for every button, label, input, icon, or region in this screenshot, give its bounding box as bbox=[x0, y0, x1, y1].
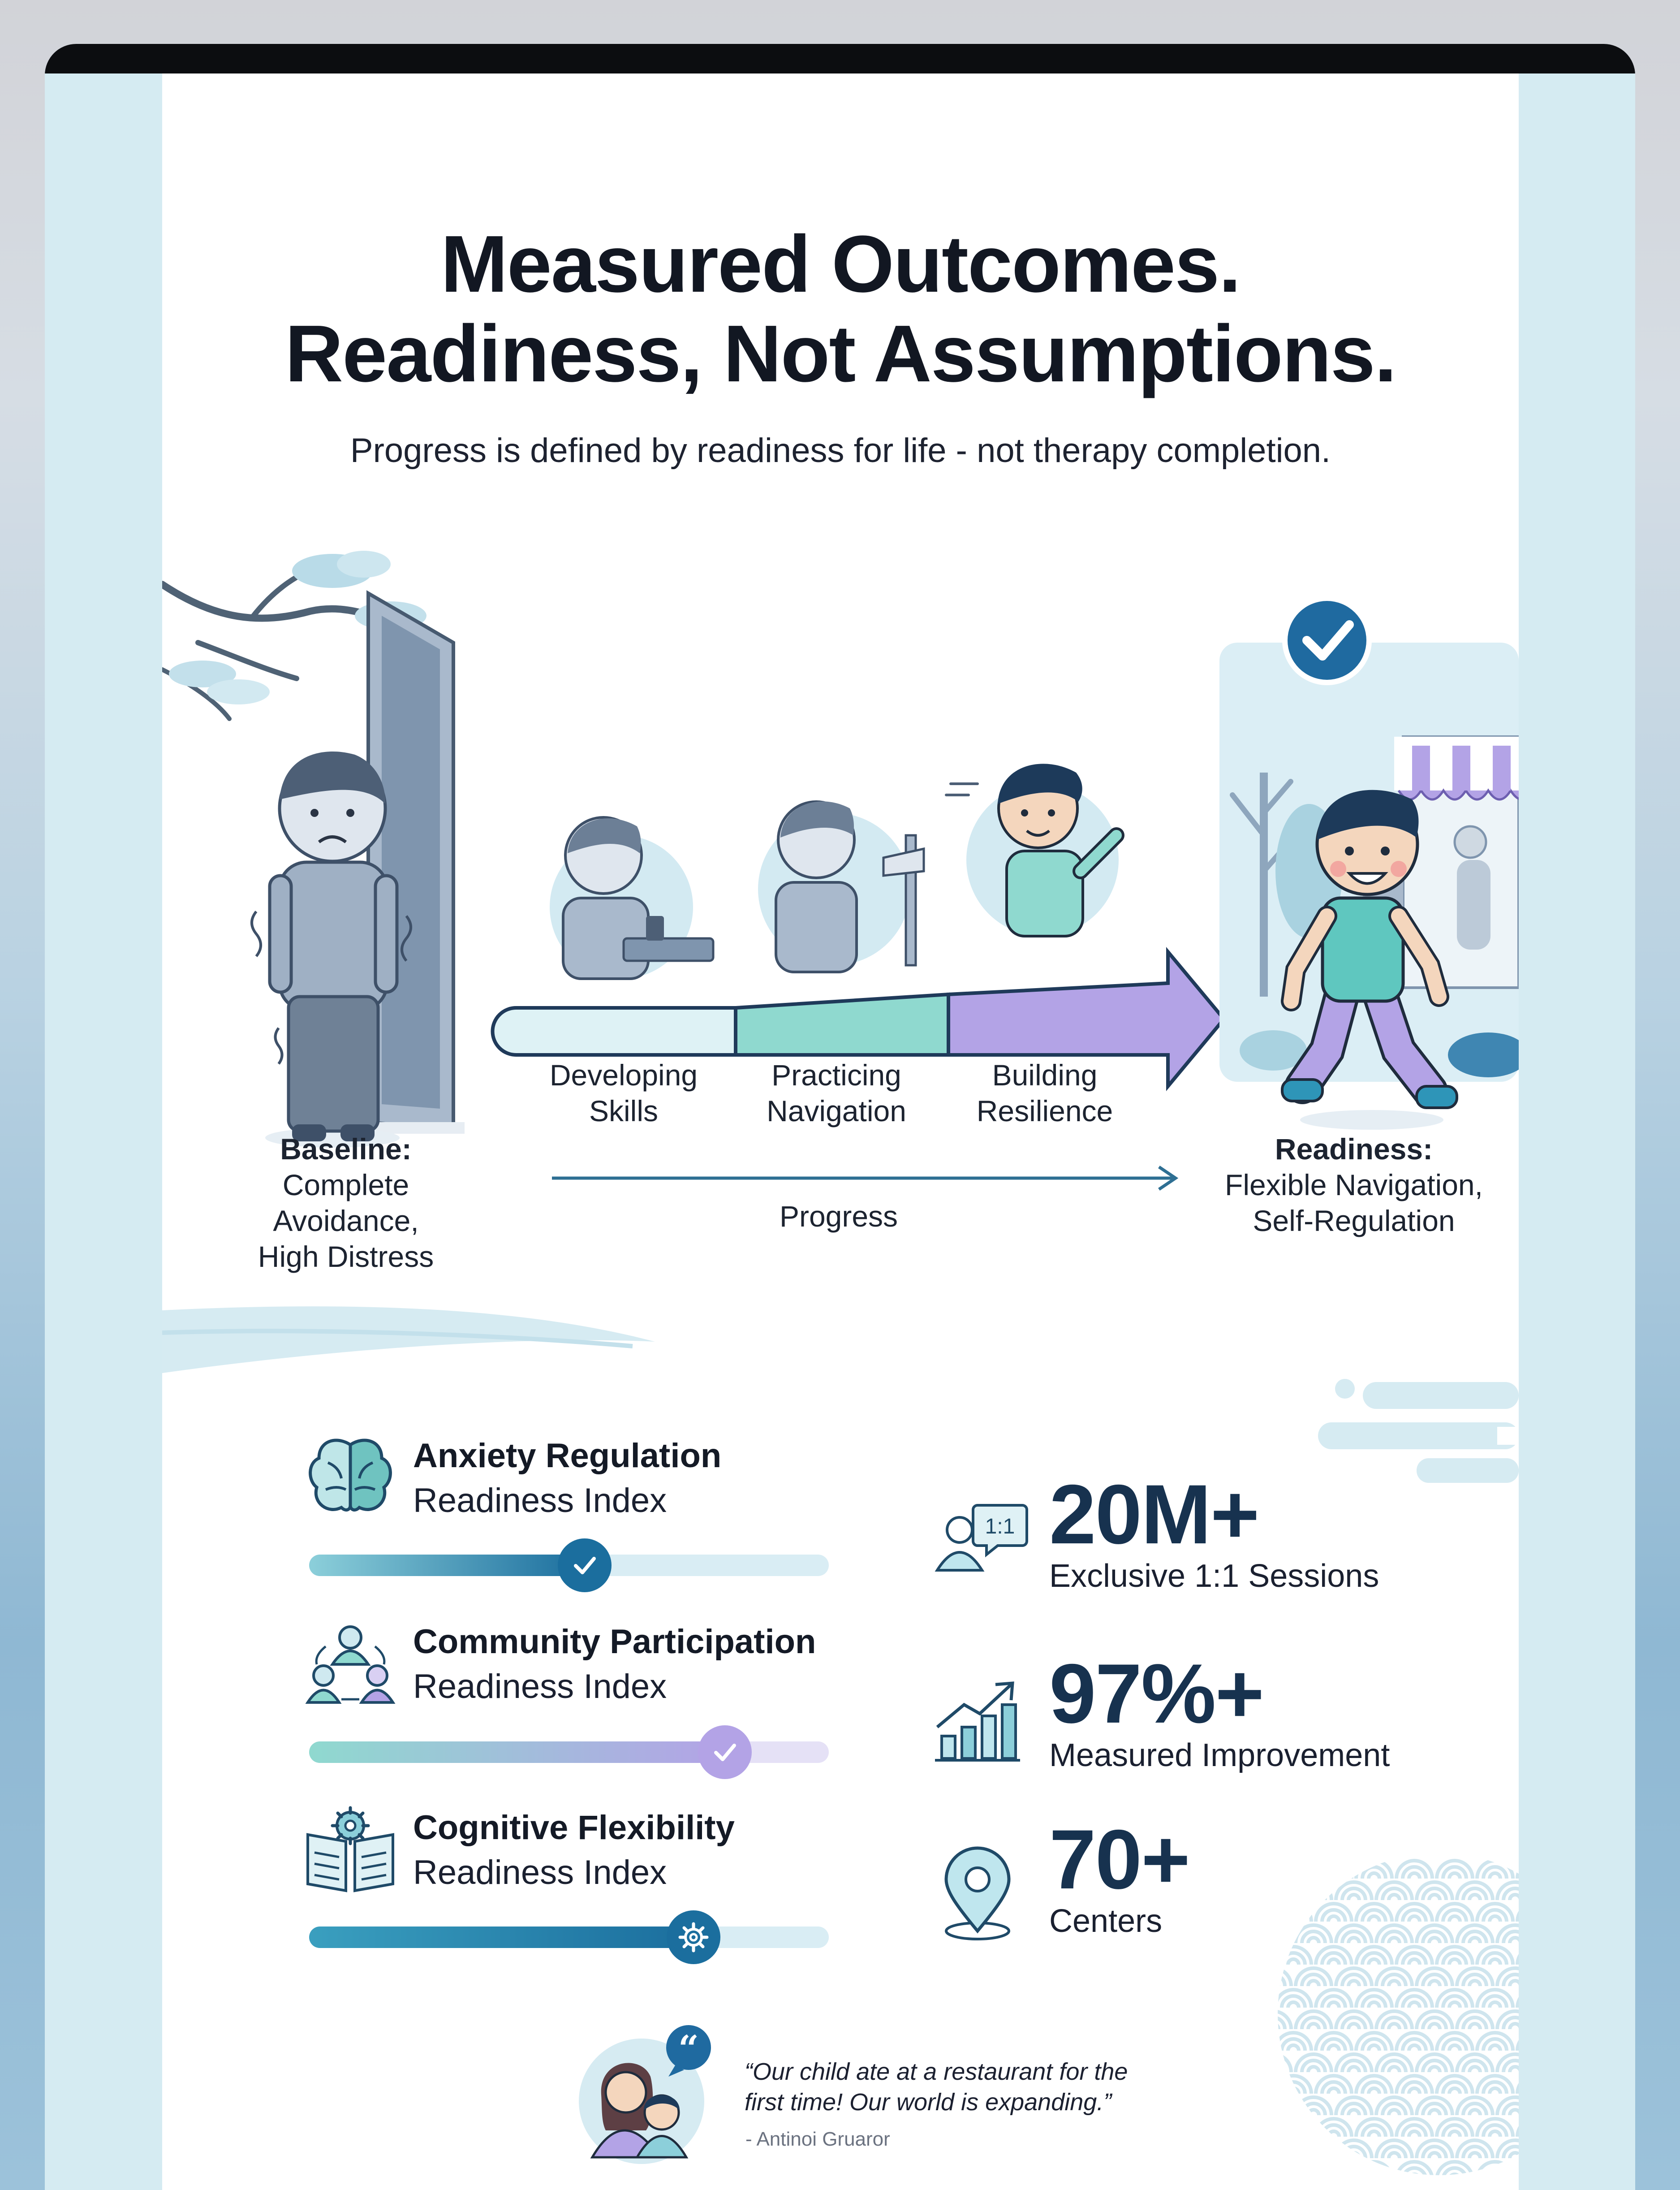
readiness-scene-illustration bbox=[1219, 596, 1519, 1130]
device-top-bar bbox=[45, 44, 1635, 73]
stage-resilience-illustration bbox=[946, 764, 1119, 936]
testimonial-author: - Antinoi Gruaror bbox=[745, 2128, 890, 2150]
brain-icon bbox=[306, 1431, 395, 1521]
page-title-line1: Measured Outcomes. bbox=[440, 219, 1241, 309]
stage-label-line1: Building bbox=[992, 1058, 1098, 1092]
stat-label: Exclusive 1:1 Sessions bbox=[1049, 1558, 1379, 1594]
gear-knob-icon[interactable] bbox=[667, 1910, 720, 1964]
stage-label-practicing bbox=[742, 1057, 930, 1129]
stage-developing-illustration bbox=[550, 817, 713, 979]
readiness-line2: Self-Regulation bbox=[1253, 1204, 1455, 1237]
svg-text:“: “ bbox=[678, 2027, 699, 2069]
baseline-line1: Complete Avoidance, bbox=[273, 1168, 419, 1237]
page-title-line2: Readiness, Not Assumptions. bbox=[285, 309, 1396, 399]
baseline-line2: High Distress bbox=[258, 1240, 434, 1273]
device-frame bbox=[45, 44, 1635, 2190]
wave-pattern-decoration bbox=[1273, 1857, 1519, 2190]
community-icon bbox=[303, 1620, 397, 1709]
stage-label-line1: Developing bbox=[549, 1058, 698, 1092]
progress-label: Progress bbox=[779, 1200, 898, 1233]
metric-title: Cognitive Flexibility bbox=[413, 1809, 735, 1847]
testimonial-quote-line2: first time! Our world is expanding.” bbox=[745, 2089, 1112, 2116]
location-pin-icon bbox=[937, 1846, 1018, 1944]
metric-subtitle: Readiness Index bbox=[413, 1667, 667, 1706]
stat-value: 97%+ bbox=[1049, 1646, 1264, 1741]
stage-label-line2: Skills bbox=[589, 1094, 658, 1127]
metric-subtitle: Readiness Index bbox=[413, 1853, 667, 1892]
check-badge-icon bbox=[1282, 596, 1372, 685]
stage-label-line2: Resilience bbox=[976, 1094, 1113, 1127]
readiness-line1: Flexible Navigation, bbox=[1225, 1168, 1483, 1201]
metric-fill bbox=[309, 1741, 725, 1763]
stat-label: Centers bbox=[1049, 1903, 1163, 1939]
metric-fill bbox=[309, 1927, 694, 1948]
parent-child-avatar bbox=[574, 2023, 722, 2166]
page-subtitle: Progress is defined by readiness for life - not therapy completion. bbox=[350, 432, 1331, 470]
one-on-one-icon bbox=[933, 1499, 1031, 1575]
growth-chart-icon bbox=[933, 1678, 1022, 1763]
stat-label: Measured Improvement bbox=[1049, 1737, 1390, 1773]
stat-value: 20M+ bbox=[1049, 1467, 1259, 1561]
stage-label-resilience bbox=[951, 1057, 1139, 1129]
infographic-panel bbox=[162, 73, 1519, 2190]
metric-fill bbox=[309, 1555, 585, 1576]
stage-label-developing bbox=[530, 1057, 718, 1129]
stage-label-line2: Navigation bbox=[767, 1094, 906, 1127]
testimonial-quote-line1: “Our child ate at a restaurant for the bbox=[745, 2058, 1128, 2085]
stage-label-line1: Practicing bbox=[771, 1058, 901, 1092]
metric-track bbox=[309, 1927, 829, 1948]
metric-title: Anxiety Regulation bbox=[413, 1437, 722, 1475]
readiness-heading: Readiness: bbox=[1275, 1132, 1433, 1166]
stat-value: 70+ bbox=[1049, 1812, 1189, 1906]
check-knob-icon[interactable] bbox=[558, 1538, 612, 1592]
metric-subtitle: Readiness Index bbox=[413, 1482, 667, 1520]
metric-title: Community Participation bbox=[413, 1623, 816, 1661]
baseline-heading: Baseline: bbox=[280, 1132, 412, 1166]
book-gear-icon bbox=[301, 1803, 400, 1893]
check-knob-icon[interactable] bbox=[698, 1725, 752, 1779]
stage-practicing-illustration bbox=[758, 801, 924, 972]
baseline-label bbox=[207, 1131, 485, 1274]
progress-line-arrow bbox=[552, 1167, 1176, 1189]
readiness-label bbox=[1193, 1131, 1515, 1239]
icon-text: 1:1 bbox=[985, 1515, 1015, 1538]
